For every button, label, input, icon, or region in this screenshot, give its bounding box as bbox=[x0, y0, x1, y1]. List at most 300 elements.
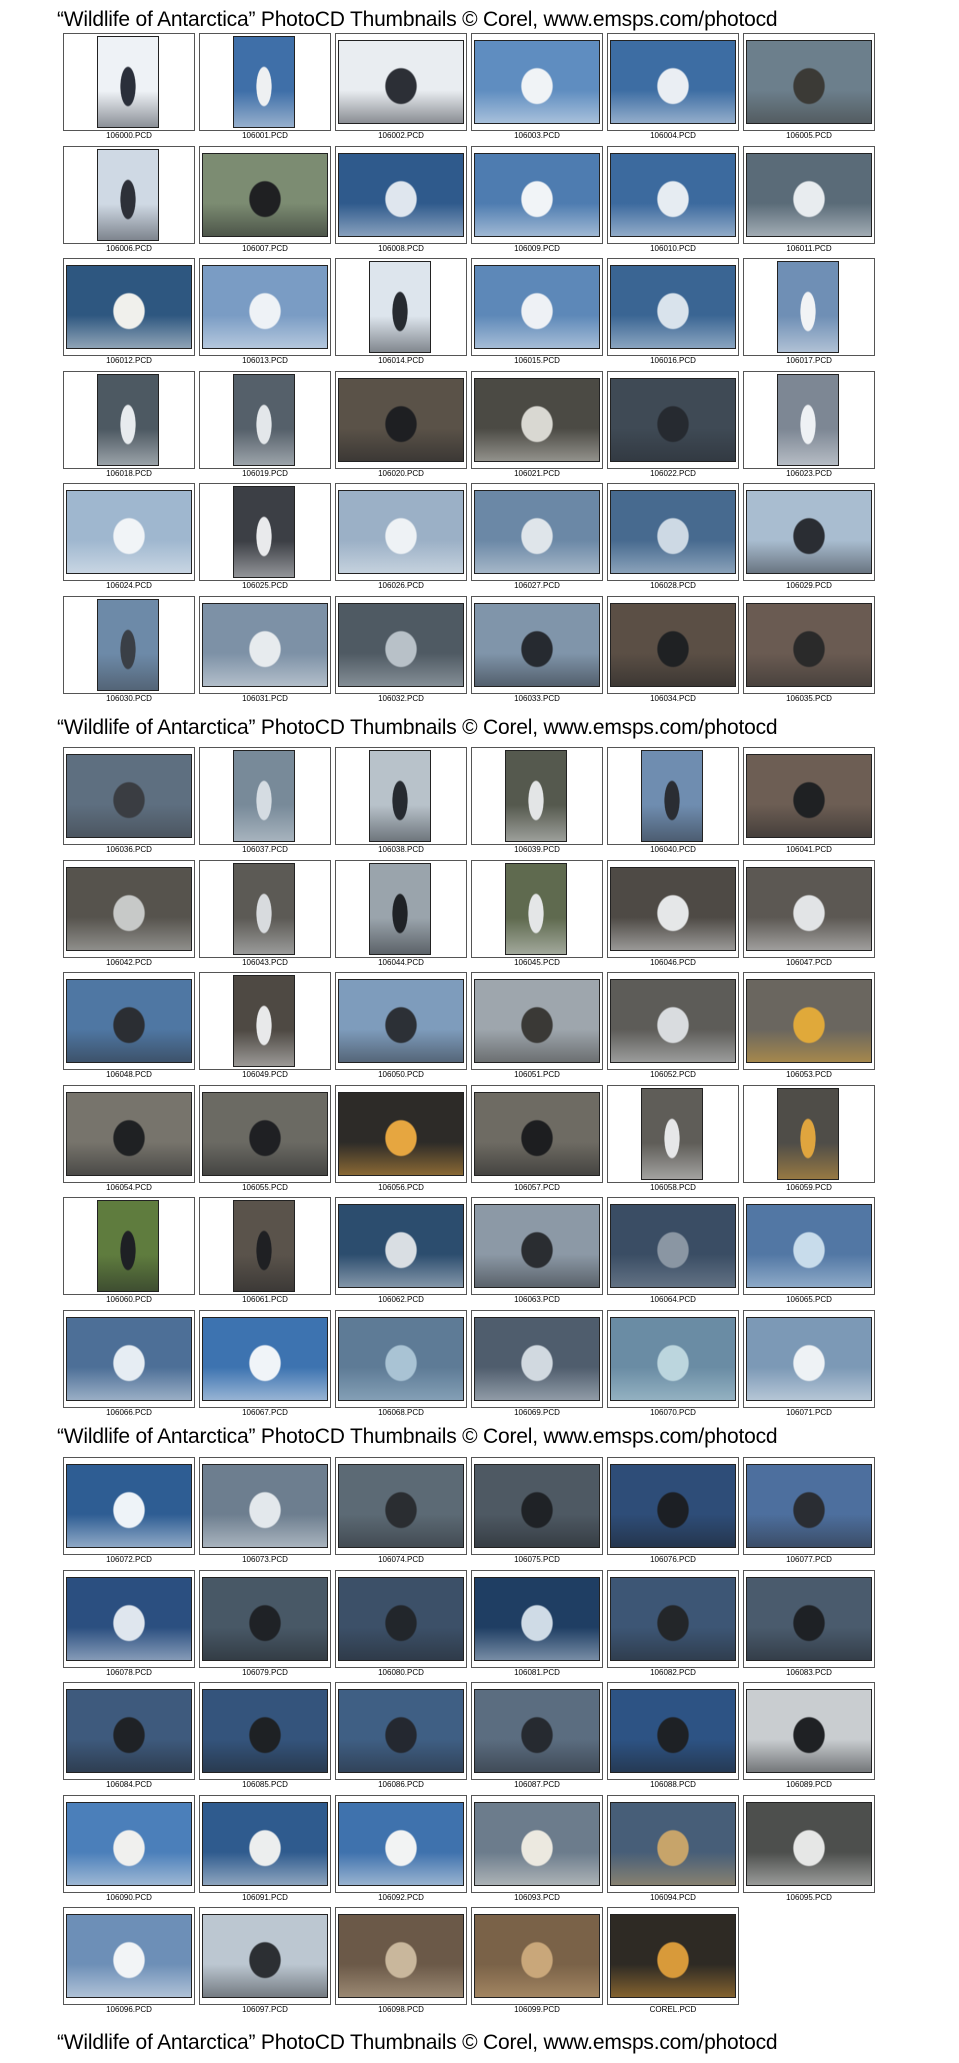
photo-thumbnail[interactable] bbox=[610, 603, 736, 687]
thumbnail-filename: 106076.PCD bbox=[650, 1555, 696, 1564]
photo-thumbnail[interactable] bbox=[338, 1689, 464, 1773]
thumbnail-item[interactable] bbox=[607, 860, 739, 968]
photo-thumbnail[interactable] bbox=[338, 979, 464, 1063]
photo-thumbnail[interactable] bbox=[202, 1464, 328, 1548]
thumbnail-frame bbox=[607, 1457, 739, 1555]
photo-thumbnail[interactable] bbox=[338, 1092, 464, 1176]
thumbnail-frame bbox=[743, 146, 875, 244]
thumbnail-frame bbox=[607, 1795, 739, 1893]
thumbnail-item[interactable] bbox=[743, 1570, 875, 1678]
thumbnail-frame bbox=[63, 1907, 195, 2005]
thumbnail-item[interactable] bbox=[471, 1570, 603, 1678]
photo-thumbnail[interactable] bbox=[610, 1914, 736, 1998]
photo-thumbnail[interactable] bbox=[474, 1689, 600, 1773]
thumbnail-frame bbox=[63, 258, 195, 356]
thumbnail-filename: 106055.PCD bbox=[242, 1183, 288, 1192]
thumbnail-frame bbox=[335, 371, 467, 469]
thumbnail-frame bbox=[63, 1197, 195, 1295]
footer-heading: “Wildlife of Antarctica” PhotoCD Thumbnails © Corel, www.emsps.com/photocd bbox=[57, 2031, 778, 2054]
thumbnail-item[interactable] bbox=[199, 747, 331, 855]
thumbnail-frame bbox=[743, 1570, 875, 1668]
photo-thumbnail[interactable] bbox=[97, 599, 159, 691]
thumbnail-frame bbox=[335, 1197, 467, 1295]
photo-thumbnail[interactable] bbox=[474, 265, 600, 349]
thumbnail-filename: 106092.PCD bbox=[378, 1893, 424, 1902]
photo-thumbnail[interactable] bbox=[338, 40, 464, 124]
thumbnail-frame bbox=[335, 483, 467, 581]
thumbnail-frame bbox=[743, 1682, 875, 1780]
thumbnail-frame bbox=[743, 1085, 875, 1183]
photo-thumbnail[interactable] bbox=[610, 153, 736, 237]
photo-thumbnail[interactable] bbox=[233, 374, 295, 466]
thumbnail-item[interactable] bbox=[743, 483, 875, 591]
thumbnail-frame bbox=[199, 1682, 331, 1780]
thumbnail-item[interactable] bbox=[335, 1907, 467, 2015]
photo-thumbnail[interactable] bbox=[369, 261, 431, 353]
photo-thumbnail[interactable] bbox=[746, 603, 872, 687]
photo-thumbnail[interactable] bbox=[338, 1204, 464, 1288]
photo-thumbnail[interactable] bbox=[610, 979, 736, 1063]
thumbnail-item[interactable] bbox=[199, 1310, 331, 1418]
thumbnail-item[interactable] bbox=[199, 1197, 331, 1305]
thumbnail-item[interactable] bbox=[607, 1310, 739, 1418]
photo-thumbnail[interactable] bbox=[202, 1802, 328, 1886]
photo-thumbnail[interactable] bbox=[746, 1464, 872, 1548]
photo-thumbnail[interactable] bbox=[610, 490, 736, 574]
thumbnail-filename: 106022.PCD bbox=[650, 469, 696, 478]
photo-thumbnail[interactable] bbox=[474, 603, 600, 687]
photo-thumbnail[interactable] bbox=[338, 1317, 464, 1401]
thumbnail-filename: 106014.PCD bbox=[378, 356, 424, 365]
thumbnail-item[interactable] bbox=[607, 1907, 739, 2015]
photo-thumbnail[interactable] bbox=[641, 750, 703, 842]
photo-thumbnail[interactable] bbox=[338, 1802, 464, 1886]
thumbnail-item[interactable] bbox=[199, 258, 331, 366]
thumbnail-filename: 106050.PCD bbox=[378, 1070, 424, 1079]
thumbnail-item[interactable] bbox=[607, 33, 739, 141]
photo-thumbnail[interactable] bbox=[66, 1464, 192, 1548]
thumbnail-filename: 106049.PCD bbox=[242, 1070, 288, 1079]
thumbnail-frame bbox=[335, 1907, 467, 2005]
photo-thumbnail[interactable] bbox=[202, 1914, 328, 1998]
photo-thumbnail[interactable] bbox=[66, 754, 192, 838]
thumbnail-item[interactable] bbox=[471, 747, 603, 855]
thumbnail-frame bbox=[199, 483, 331, 581]
thumbnail-item[interactable] bbox=[743, 1682, 875, 1790]
thumbnail-filename: 106044.PCD bbox=[378, 958, 424, 967]
thumbnail-item[interactable] bbox=[743, 1310, 875, 1418]
thumbnail-item[interactable] bbox=[607, 1457, 739, 1565]
thumbnail-item[interactable] bbox=[335, 1795, 467, 1903]
photo-thumbnail[interactable] bbox=[233, 863, 295, 955]
thumbnail-item[interactable] bbox=[335, 146, 467, 254]
thumbnail-item[interactable] bbox=[743, 146, 875, 254]
photo-thumbnail[interactable] bbox=[97, 374, 159, 466]
thumbnail-frame bbox=[607, 258, 739, 356]
thumbnail-item[interactable] bbox=[63, 33, 195, 141]
thumbnail-item[interactable] bbox=[335, 972, 467, 1080]
photo-thumbnail[interactable] bbox=[369, 750, 431, 842]
thumbnail-filename: 106028.PCD bbox=[650, 581, 696, 590]
photo-thumbnail[interactable] bbox=[610, 867, 736, 951]
thumbnail-item[interactable] bbox=[471, 146, 603, 254]
thumbnail-filename: 106075.PCD bbox=[514, 1555, 560, 1564]
thumbnail-item[interactable] bbox=[471, 1085, 603, 1193]
photo-thumbnail[interactable] bbox=[66, 1802, 192, 1886]
photo-thumbnail[interactable] bbox=[66, 490, 192, 574]
photo-thumbnail[interactable] bbox=[474, 40, 600, 124]
thumbnail-item[interactable] bbox=[335, 1570, 467, 1678]
thumbnail-item[interactable] bbox=[335, 1457, 467, 1565]
thumbnail-item[interactable] bbox=[63, 146, 195, 254]
photo-thumbnail[interactable] bbox=[610, 378, 736, 462]
photo-thumbnail[interactable] bbox=[97, 149, 159, 241]
thumbnail-item[interactable] bbox=[63, 1570, 195, 1678]
thumbnail-frame bbox=[607, 1682, 739, 1780]
photo-thumbnail[interactable] bbox=[66, 1092, 192, 1176]
thumbnail-item[interactable] bbox=[199, 371, 331, 479]
thumbnail-item[interactable] bbox=[607, 258, 739, 366]
thumbnail-item[interactable] bbox=[743, 860, 875, 968]
thumbnail-frame bbox=[63, 1570, 195, 1668]
thumbnail-item[interactable] bbox=[335, 747, 467, 855]
thumbnail-item[interactable] bbox=[471, 1795, 603, 1903]
photo-thumbnail[interactable] bbox=[97, 1200, 159, 1292]
thumbnail-item[interactable] bbox=[335, 33, 467, 141]
photo-thumbnail[interactable] bbox=[338, 378, 464, 462]
photo-thumbnail[interactable] bbox=[202, 265, 328, 349]
photo-thumbnail[interactable] bbox=[474, 1317, 600, 1401]
thumbnail-item[interactable] bbox=[471, 860, 603, 968]
thumbnail-item[interactable] bbox=[471, 1197, 603, 1305]
thumbnail-frame bbox=[199, 1570, 331, 1668]
photo-thumbnail[interactable] bbox=[474, 1092, 600, 1176]
thumbnail-frame bbox=[63, 972, 195, 1070]
thumbnail-filename: 106012.PCD bbox=[106, 356, 152, 365]
thumbnail-item[interactable] bbox=[63, 972, 195, 1080]
photo-thumbnail[interactable] bbox=[338, 1464, 464, 1548]
photo-thumbnail[interactable] bbox=[474, 1577, 600, 1661]
photo-thumbnail[interactable] bbox=[610, 40, 736, 124]
thumbnail-item[interactable] bbox=[335, 860, 467, 968]
thumbnail-frame bbox=[63, 33, 195, 131]
thumbnail-item[interactable] bbox=[471, 972, 603, 1080]
thumbnail-frame bbox=[63, 1085, 195, 1183]
photo-thumbnail[interactable] bbox=[66, 1689, 192, 1773]
thumbnail-item[interactable] bbox=[199, 1795, 331, 1903]
thumbnail-item[interactable] bbox=[199, 1907, 331, 2015]
thumbnail-frame bbox=[743, 33, 875, 131]
photo-thumbnail[interactable] bbox=[233, 750, 295, 842]
thumbnail-item[interactable] bbox=[335, 258, 467, 366]
thumbnail-item[interactable] bbox=[607, 483, 739, 591]
thumbnail-filename: 106024.PCD bbox=[106, 581, 152, 590]
thumbnail-filename: 106070.PCD bbox=[650, 1408, 696, 1417]
thumbnail-filename: 106010.PCD bbox=[650, 244, 696, 253]
photo-thumbnail[interactable] bbox=[746, 754, 872, 838]
photo-thumbnail[interactable] bbox=[474, 1464, 600, 1548]
thumbnail-filename: 106001.PCD bbox=[242, 131, 288, 140]
thumbnail-filename: 106087.PCD bbox=[514, 1780, 560, 1789]
photo-thumbnail[interactable] bbox=[746, 1577, 872, 1661]
thumbnail-frame bbox=[607, 596, 739, 694]
thumbnail-frame bbox=[607, 1197, 739, 1295]
photo-thumbnail[interactable] bbox=[338, 1914, 464, 1998]
thumbnail-item[interactable] bbox=[335, 1310, 467, 1418]
thumbnail-item[interactable] bbox=[63, 1682, 195, 1790]
thumbnail-item[interactable] bbox=[607, 972, 739, 1080]
thumbnail-filename: 106032.PCD bbox=[378, 694, 424, 703]
thumbnail-frame bbox=[743, 371, 875, 469]
photo-thumbnail[interactable] bbox=[474, 1802, 600, 1886]
thumbnail-item[interactable] bbox=[335, 483, 467, 591]
photo-thumbnail[interactable] bbox=[610, 1689, 736, 1773]
thumbnail-item[interactable] bbox=[199, 33, 331, 141]
thumbnail-filename: 106072.PCD bbox=[106, 1555, 152, 1564]
thumbnail-item[interactable] bbox=[199, 1682, 331, 1790]
photo-thumbnail[interactable] bbox=[474, 490, 600, 574]
thumbnail-frame bbox=[607, 860, 739, 958]
photo-thumbnail[interactable] bbox=[66, 867, 192, 951]
photo-thumbnail[interactable] bbox=[746, 1689, 872, 1773]
thumbnail-filename: 106056.PCD bbox=[378, 1183, 424, 1192]
thumbnail-item[interactable] bbox=[743, 1085, 875, 1193]
thumbnail-filename: 106018.PCD bbox=[106, 469, 152, 478]
thumbnail-frame bbox=[607, 146, 739, 244]
thumbnail-filename: 106088.PCD bbox=[650, 1780, 696, 1789]
thumbnail-item[interactable] bbox=[63, 1085, 195, 1193]
photo-thumbnail[interactable] bbox=[610, 1802, 736, 1886]
thumbnail-item[interactable] bbox=[607, 596, 739, 704]
thumbnail-frame bbox=[471, 1795, 603, 1893]
thumbnail-item[interactable] bbox=[63, 747, 195, 855]
thumbnail-filename: 106047.PCD bbox=[786, 958, 832, 967]
thumbnail-item[interactable] bbox=[471, 258, 603, 366]
photo-thumbnail[interactable] bbox=[66, 1577, 192, 1661]
thumbnail-frame bbox=[607, 1085, 739, 1183]
thumbnail-filename: 106069.PCD bbox=[514, 1408, 560, 1417]
photo-thumbnail[interactable] bbox=[66, 265, 192, 349]
thumbnail-filename: 106025.PCD bbox=[242, 581, 288, 590]
photo-thumbnail[interactable] bbox=[233, 975, 295, 1067]
thumbnail-item[interactable] bbox=[63, 258, 195, 366]
thumbnail-filename: 106027.PCD bbox=[514, 581, 560, 590]
thumbnail-frame bbox=[199, 1310, 331, 1408]
thumbnail-filename: 106093.PCD bbox=[514, 1893, 560, 1902]
photo-thumbnail[interactable] bbox=[746, 490, 872, 574]
thumbnail-item[interactable] bbox=[743, 33, 875, 141]
thumbnail-item[interactable] bbox=[199, 1570, 331, 1678]
thumbnail-item[interactable] bbox=[335, 371, 467, 479]
thumbnail-item[interactable] bbox=[63, 596, 195, 704]
thumbnail-frame bbox=[743, 596, 875, 694]
photo-thumbnail[interactable] bbox=[505, 863, 567, 955]
thumbnail-item[interactable] bbox=[471, 1907, 603, 2015]
thumbnail-filename: 106099.PCD bbox=[514, 2005, 560, 2014]
thumbnail-frame bbox=[63, 1457, 195, 1555]
thumbnail-item[interactable] bbox=[471, 1682, 603, 1790]
photo-thumbnail[interactable] bbox=[610, 1317, 736, 1401]
thumbnail-filename: 106053.PCD bbox=[786, 1070, 832, 1079]
photo-thumbnail[interactable] bbox=[746, 1204, 872, 1288]
thumbnail-item[interactable] bbox=[607, 1197, 739, 1305]
thumbnail-item[interactable] bbox=[471, 596, 603, 704]
thumbnail-item[interactable] bbox=[607, 1085, 739, 1193]
thumbnail-frame bbox=[199, 33, 331, 131]
photo-thumbnail[interactable] bbox=[338, 153, 464, 237]
photo-thumbnail[interactable] bbox=[369, 863, 431, 955]
photo-thumbnail[interactable] bbox=[474, 979, 600, 1063]
thumbnail-item[interactable] bbox=[63, 1795, 195, 1903]
thumbnail-frame bbox=[199, 146, 331, 244]
photo-thumbnail[interactable] bbox=[233, 1200, 295, 1292]
thumbnail-item[interactable] bbox=[471, 1457, 603, 1565]
thumbnail-item[interactable] bbox=[471, 33, 603, 141]
thumbnail-frame bbox=[63, 1310, 195, 1408]
thumbnail-item[interactable] bbox=[743, 1795, 875, 1903]
thumbnail-item[interactable] bbox=[607, 1682, 739, 1790]
thumbnail-filename: 106004.PCD bbox=[650, 131, 696, 140]
thumbnail-filename: 106052.PCD bbox=[650, 1070, 696, 1079]
photo-thumbnail[interactable] bbox=[233, 36, 295, 128]
thumbnail-item[interactable] bbox=[335, 596, 467, 704]
thumbnail-filename: 106020.PCD bbox=[378, 469, 424, 478]
photo-thumbnail[interactable] bbox=[202, 1577, 328, 1661]
thumbnail-frame bbox=[199, 972, 331, 1070]
photo-thumbnail[interactable] bbox=[97, 36, 159, 128]
thumbnail-item[interactable] bbox=[63, 1310, 195, 1418]
thumbnail-frame bbox=[471, 1907, 603, 2005]
photo-thumbnail[interactable] bbox=[777, 261, 839, 353]
thumbnail-item[interactable] bbox=[199, 972, 331, 1080]
thumbnail-item[interactable] bbox=[63, 1457, 195, 1565]
photo-thumbnail[interactable] bbox=[202, 153, 328, 237]
photo-thumbnail[interactable] bbox=[474, 1914, 600, 1998]
thumbnail-item[interactable] bbox=[743, 371, 875, 479]
photo-thumbnail[interactable] bbox=[746, 40, 872, 124]
thumbnail-item[interactable] bbox=[607, 146, 739, 254]
thumbnail-filename: 106009.PCD bbox=[514, 244, 560, 253]
thumbnail-frame bbox=[471, 1197, 603, 1295]
thumbnail-frame bbox=[63, 371, 195, 469]
thumbnail-item[interactable] bbox=[63, 483, 195, 591]
photo-thumbnail[interactable] bbox=[746, 153, 872, 237]
photo-thumbnail[interactable] bbox=[746, 1317, 872, 1401]
thumbnail-item[interactable] bbox=[199, 1457, 331, 1565]
thumbnail-item[interactable] bbox=[607, 1570, 739, 1678]
thumbnail-item[interactable] bbox=[63, 371, 195, 479]
thumbnail-item[interactable] bbox=[607, 371, 739, 479]
photo-thumbnail[interactable] bbox=[777, 374, 839, 466]
thumbnail-filename: 106091.PCD bbox=[242, 1893, 288, 1902]
photo-thumbnail[interactable] bbox=[202, 1092, 328, 1176]
thumbnail-item[interactable] bbox=[199, 1085, 331, 1193]
photo-thumbnail[interactable] bbox=[66, 979, 192, 1063]
thumbnail-item[interactable] bbox=[199, 596, 331, 704]
thumbnail-item[interactable] bbox=[63, 1907, 195, 2015]
thumbnail-filename: 106054.PCD bbox=[106, 1183, 152, 1192]
thumbnail-frame bbox=[335, 596, 467, 694]
photo-thumbnail[interactable] bbox=[66, 1914, 192, 1998]
thumbnail-frame bbox=[607, 1310, 739, 1408]
thumbnail-item[interactable] bbox=[743, 1197, 875, 1305]
photo-thumbnail[interactable] bbox=[202, 603, 328, 687]
thumbnail-filename: 106008.PCD bbox=[378, 244, 424, 253]
thumbnail-item[interactable] bbox=[743, 972, 875, 1080]
photo-thumbnail[interactable] bbox=[338, 1577, 464, 1661]
photo-thumbnail[interactable] bbox=[505, 750, 567, 842]
thumbnail-item[interactable] bbox=[607, 1795, 739, 1903]
thumbnail-item[interactable] bbox=[471, 483, 603, 591]
thumbnail-item[interactable] bbox=[63, 1197, 195, 1305]
photo-thumbnail[interactable] bbox=[777, 1088, 839, 1180]
thumbnail-filename: 106079.PCD bbox=[242, 1668, 288, 1677]
photo-thumbnail[interactable] bbox=[610, 1204, 736, 1288]
thumbnail-frame bbox=[607, 483, 739, 581]
thumbnail-frame bbox=[471, 371, 603, 469]
thumbnail-filename: 106038.PCD bbox=[378, 845, 424, 854]
thumbnail-item[interactable] bbox=[335, 1085, 467, 1193]
photo-thumbnail[interactable] bbox=[66, 1317, 192, 1401]
thumbnail-item[interactable] bbox=[199, 483, 331, 591]
photo-thumbnail[interactable] bbox=[202, 1689, 328, 1773]
thumbnail-frame bbox=[607, 1570, 739, 1668]
thumbnail-item[interactable] bbox=[743, 258, 875, 366]
photo-thumbnail[interactable] bbox=[610, 1464, 736, 1548]
thumbnail-frame bbox=[335, 1682, 467, 1780]
thumbnail-filename: 106041.PCD bbox=[786, 845, 832, 854]
thumbnail-item[interactable] bbox=[471, 1310, 603, 1418]
section-heading: “Wildlife of Antarctica” PhotoCD Thumbnails © Corel, www.emsps.com/photocd bbox=[57, 716, 778, 739]
thumbnail-filename: 106051.PCD bbox=[514, 1070, 560, 1079]
photo-thumbnail[interactable] bbox=[474, 153, 600, 237]
thumbnail-item[interactable] bbox=[743, 596, 875, 704]
photo-thumbnail[interactable] bbox=[202, 1317, 328, 1401]
photo-thumbnail[interactable] bbox=[746, 867, 872, 951]
thumbnail-item[interactable] bbox=[335, 1682, 467, 1790]
thumbnail-item[interactable] bbox=[743, 747, 875, 855]
photo-thumbnail[interactable] bbox=[233, 486, 295, 578]
photo-thumbnail[interactable] bbox=[338, 490, 464, 574]
thumbnail-frame bbox=[335, 1570, 467, 1668]
photo-thumbnail[interactable] bbox=[474, 1204, 600, 1288]
thumbnail-frame bbox=[471, 1457, 603, 1555]
photo-thumbnail[interactable] bbox=[641, 1088, 703, 1180]
photo-thumbnail[interactable] bbox=[746, 979, 872, 1063]
thumbnail-filename: 106046.PCD bbox=[650, 958, 696, 967]
thumbnail-item[interactable] bbox=[199, 146, 331, 254]
thumbnail-item[interactable] bbox=[63, 860, 195, 968]
photo-thumbnail[interactable] bbox=[474, 378, 600, 462]
thumbnail-filename: 106013.PCD bbox=[242, 356, 288, 365]
thumbnail-item[interactable] bbox=[743, 1457, 875, 1565]
thumbnail-frame bbox=[743, 860, 875, 958]
photo-thumbnail[interactable] bbox=[610, 265, 736, 349]
thumbnail-item[interactable] bbox=[607, 747, 739, 855]
thumbnail-item[interactable] bbox=[471, 371, 603, 479]
thumbnail-frame bbox=[471, 1085, 603, 1183]
thumbnail-filename: 106061.PCD bbox=[242, 1295, 288, 1304]
thumbnail-frame bbox=[743, 1457, 875, 1555]
photo-thumbnail[interactable] bbox=[746, 1802, 872, 1886]
photo-thumbnail[interactable] bbox=[338, 603, 464, 687]
thumbnail-frame bbox=[335, 1085, 467, 1183]
thumbnail-item[interactable] bbox=[199, 860, 331, 968]
photo-thumbnail[interactable] bbox=[610, 1577, 736, 1661]
thumbnail-filename: 106021.PCD bbox=[514, 469, 560, 478]
thumbnail-item[interactable] bbox=[335, 1197, 467, 1305]
thumbnail-frame bbox=[335, 747, 467, 845]
